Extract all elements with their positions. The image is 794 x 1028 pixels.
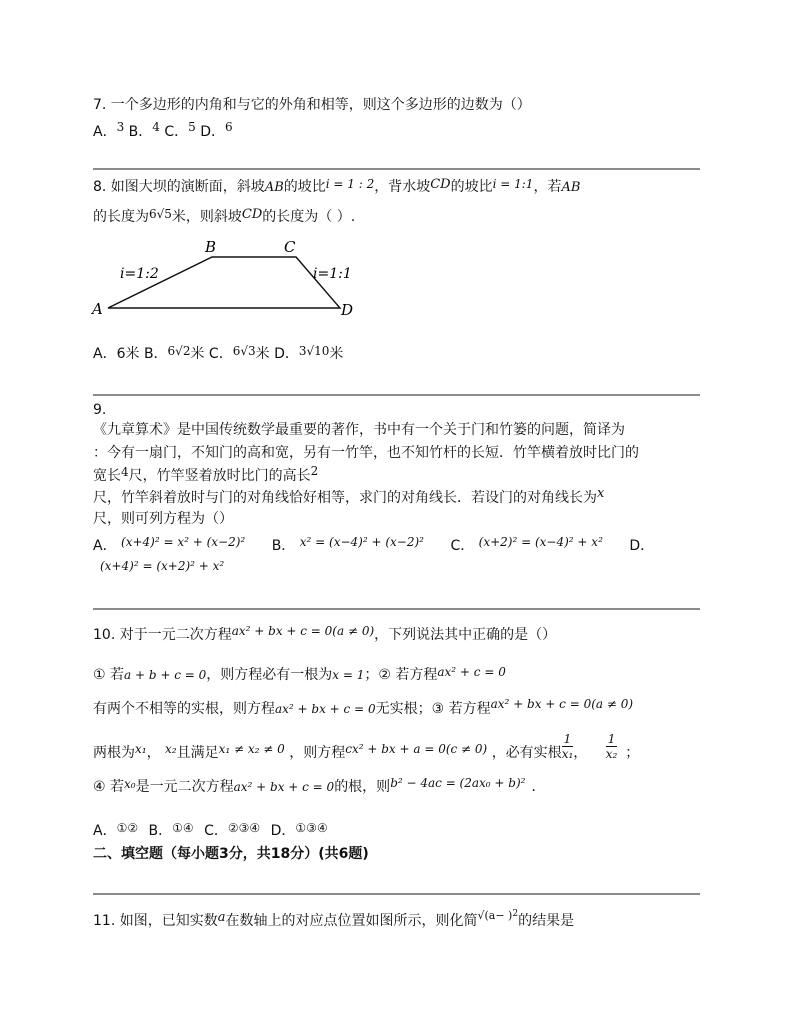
trapezoid-shape	[108, 257, 340, 308]
q9-line4	[93, 486, 604, 507]
q10-line4	[93, 731, 640, 762]
q8-option-b-label: B．	[143, 346, 168, 362]
q8-cd2: CD	[241, 207, 263, 222]
q10-text: 的根，则	[334, 779, 391, 795]
q7-option-a-label: A．	[93, 124, 117, 140]
q10-text: ，则方程	[289, 745, 346, 761]
q10-l3-eq2: ax² + bx + c = 0(a ≠ 0)	[490, 697, 634, 711]
q8-text: 8. 如图大坝的演断面，斜坡	[93, 179, 265, 195]
q11-text: 11. 如图，已知实数	[93, 913, 218, 929]
q10-cond: x₁ ≠ x₂ ≠ 0	[218, 742, 285, 756]
q10-stem-eq: ax² + bx + c = 0(a ≠ 0)	[231, 624, 375, 638]
q10-frac-1	[562, 732, 574, 761]
q8-length: 6√5	[149, 207, 172, 221]
divider	[93, 893, 700, 895]
q8-ab2: AB	[561, 180, 581, 195]
q9-option-b-label: B．	[271, 538, 296, 554]
q8-line2	[93, 206, 355, 226]
q7-option-b-value: 4	[152, 120, 160, 134]
q10-option-b-value: ①④	[172, 821, 194, 835]
divider	[93, 394, 700, 396]
q8-option-d-value: 3√10	[298, 344, 330, 358]
q7-option-b-label: B．	[128, 124, 153, 140]
q9-option-b-eq: x² = (x−4)² + (x−2)²	[299, 535, 424, 549]
q10-l5-eq2: b² − 4ac = (2ax₀ + b)²	[390, 776, 526, 790]
q8-text: 的坡比	[283, 179, 326, 195]
q9-option-c-eq: (x+2)² = (x−4)² + x²	[478, 535, 603, 549]
label-a: A	[92, 300, 103, 318]
q7-option-c-value: 5	[188, 120, 196, 134]
q10-options	[93, 820, 328, 840]
q10-text: 有两个不相等的实根，则方程	[93, 701, 275, 717]
q10-x1: x₁	[135, 742, 147, 756]
q8-options	[93, 343, 343, 363]
q11-sqrt-expr: √(a− )	[477, 909, 513, 922]
q9-option-d-eq: (x+4)² = (x+2)² + x²	[100, 559, 225, 573]
q10-x2: x₂	[165, 742, 177, 756]
q8-option-b-unit: 米	[190, 346, 205, 362]
q8-line1	[93, 176, 580, 196]
q9-text: 尺，竹竿斜着放时与门的对角线恰好相等，求门的对角线长．若设门的对角线长为	[93, 490, 597, 506]
slope-label-cd: i=1:1	[313, 266, 352, 282]
q8-cd: CD	[430, 177, 451, 192]
q8-dam-diagram	[90, 238, 370, 323]
frac-numerator: 1	[563, 731, 572, 746]
q10-text: ，	[573, 745, 588, 761]
q9-num-2: 2	[310, 464, 319, 478]
q8-text: 的长度为（ ）.	[262, 209, 356, 225]
q10-text: ，则方程必有一根为	[206, 667, 333, 683]
q7-option-d-label: D．	[200, 124, 226, 140]
q10-option-a-value: ①②	[116, 821, 139, 835]
q10-s2-eq: ax² + c = 0	[437, 665, 506, 679]
q9-line3	[93, 464, 318, 485]
q10-line3	[93, 697, 633, 718]
q10-text: 且满足	[176, 745, 219, 761]
q10-option-c-value: ②③④	[227, 821, 261, 835]
slope-label-ab: i=1:2	[120, 266, 159, 282]
q9-text: 尺，竹竿竖着放时比门的高长	[128, 468, 311, 484]
q10-text: ④ 若	[93, 779, 125, 795]
q8-option-b-value: 6√2	[167, 344, 191, 358]
q10-l5-eq: ax² + bx + c = 0	[233, 780, 335, 794]
q8-text: ，若	[533, 179, 562, 195]
label-c: C	[284, 238, 296, 256]
q8-option-d-label: D．	[274, 346, 299, 362]
q10-line2	[93, 664, 506, 684]
q10-option-c-label: C．	[204, 823, 228, 839]
q8-option-c-label: C．	[208, 346, 233, 362]
frac-numerator: 1	[607, 731, 616, 746]
q10-option-b-label: B．	[148, 823, 173, 839]
q10-option-a-label: A．	[93, 823, 117, 839]
label-b: B	[205, 238, 217, 256]
q9-line2: ：今有一扇门，不知门的高和宽，另有一竹竿，也不知竹杆的长短．竹竿横着放时比门的	[93, 445, 639, 461]
q11-var-a: a	[217, 910, 226, 925]
q10-l4-eq: cx² + bx + a = 0(c ≠ 0)	[345, 742, 488, 756]
q10-text: 两根为	[93, 745, 135, 761]
q10-option-d-value: ①③④	[295, 821, 328, 835]
frac-denominator: x₂	[605, 746, 618, 761]
q10-text: ，	[146, 745, 161, 761]
q9-line5: 尺，则可列方程为（）	[93, 511, 233, 527]
divider	[93, 608, 700, 610]
q7-option-c-label: C．	[164, 124, 189, 140]
q9-option-a-label: A．	[93, 538, 117, 554]
q10-s1-eq: a + b + c = 0	[124, 668, 207, 682]
q9-option-a-eq: (x+4)² = x² + (x−2)²	[121, 535, 246, 549]
q7-options	[93, 120, 233, 141]
q11-text: 的结果是	[518, 913, 575, 929]
label-d: D	[341, 301, 354, 319]
q10-s1-root: x = 1	[332, 668, 365, 682]
q10-text: 是一元二次方程	[135, 779, 234, 795]
q10-line5	[93, 776, 545, 796]
q8-option-c-unit: 米	[255, 346, 270, 362]
q7-option-d-value: 6	[225, 120, 233, 134]
q9-var-x: x	[597, 486, 605, 501]
q10-text: ，必有实根	[491, 745, 562, 761]
q10-stem	[93, 624, 556, 644]
q7-stem: 7. 一个多边形的内角和与它的外角和相等，则这个多边形的边数为（）	[93, 97, 531, 113]
q10-text: ；② 若方程	[364, 667, 438, 683]
q9-line1: 《九章算术》是中国传统数学最重要的著作，书中有一个关于门和竹篓的问题，简译为	[93, 422, 625, 438]
q9-options-row1	[93, 535, 654, 555]
frac-denominator: x₁	[561, 746, 574, 761]
q10-text: 10. 对于一元二次方程	[93, 627, 232, 643]
q11-exponent: 2	[512, 909, 519, 919]
q9-option-c-label: C．	[450, 538, 475, 554]
q8-text: 的长度为	[93, 209, 149, 225]
q10-text: ，下列说法其中正确的是（）	[374, 627, 557, 643]
q9-option-d-label: D．	[629, 538, 655, 554]
q11-stem	[93, 909, 574, 930]
q8-option-d-unit: 米	[329, 346, 344, 362]
q10-text: ；	[625, 745, 640, 761]
q10-text: ① 若	[93, 667, 125, 683]
q9-num-4: 4	[121, 465, 129, 479]
q8-text: 米，则斜坡	[171, 209, 242, 225]
q8-option-c-value: 6√3	[232, 344, 256, 358]
q8-text: ，背水坡	[374, 179, 431, 195]
q8-text: 的坡比	[450, 179, 493, 195]
q8-option-a: A．6米	[93, 346, 140, 362]
divider	[93, 168, 700, 170]
q9-text: 宽长	[93, 468, 121, 484]
q8-ab: AB	[264, 180, 284, 195]
q7-option-a-value: 3	[116, 120, 125, 134]
q9-number: 9.	[93, 402, 107, 418]
q10-text: ．	[531, 779, 546, 795]
q10-text: 无实根；③ 若方程	[375, 701, 491, 717]
q11-text: 在数轴上的对应点位置如图所示，则化简	[225, 913, 478, 929]
q8-ratio2: i = 1:1	[492, 177, 534, 191]
q8-ratio1: i = 1 : 2	[325, 177, 375, 191]
q10-l3-eq: ax² + bx + c = 0	[275, 702, 376, 716]
q10-frac-2	[606, 732, 618, 761]
q10-x0: x₀	[124, 777, 136, 791]
q10-option-d-label: D．	[270, 823, 296, 839]
section-heading: 二、填空题（每小题3分，共18分）(共6题)	[93, 846, 369, 862]
